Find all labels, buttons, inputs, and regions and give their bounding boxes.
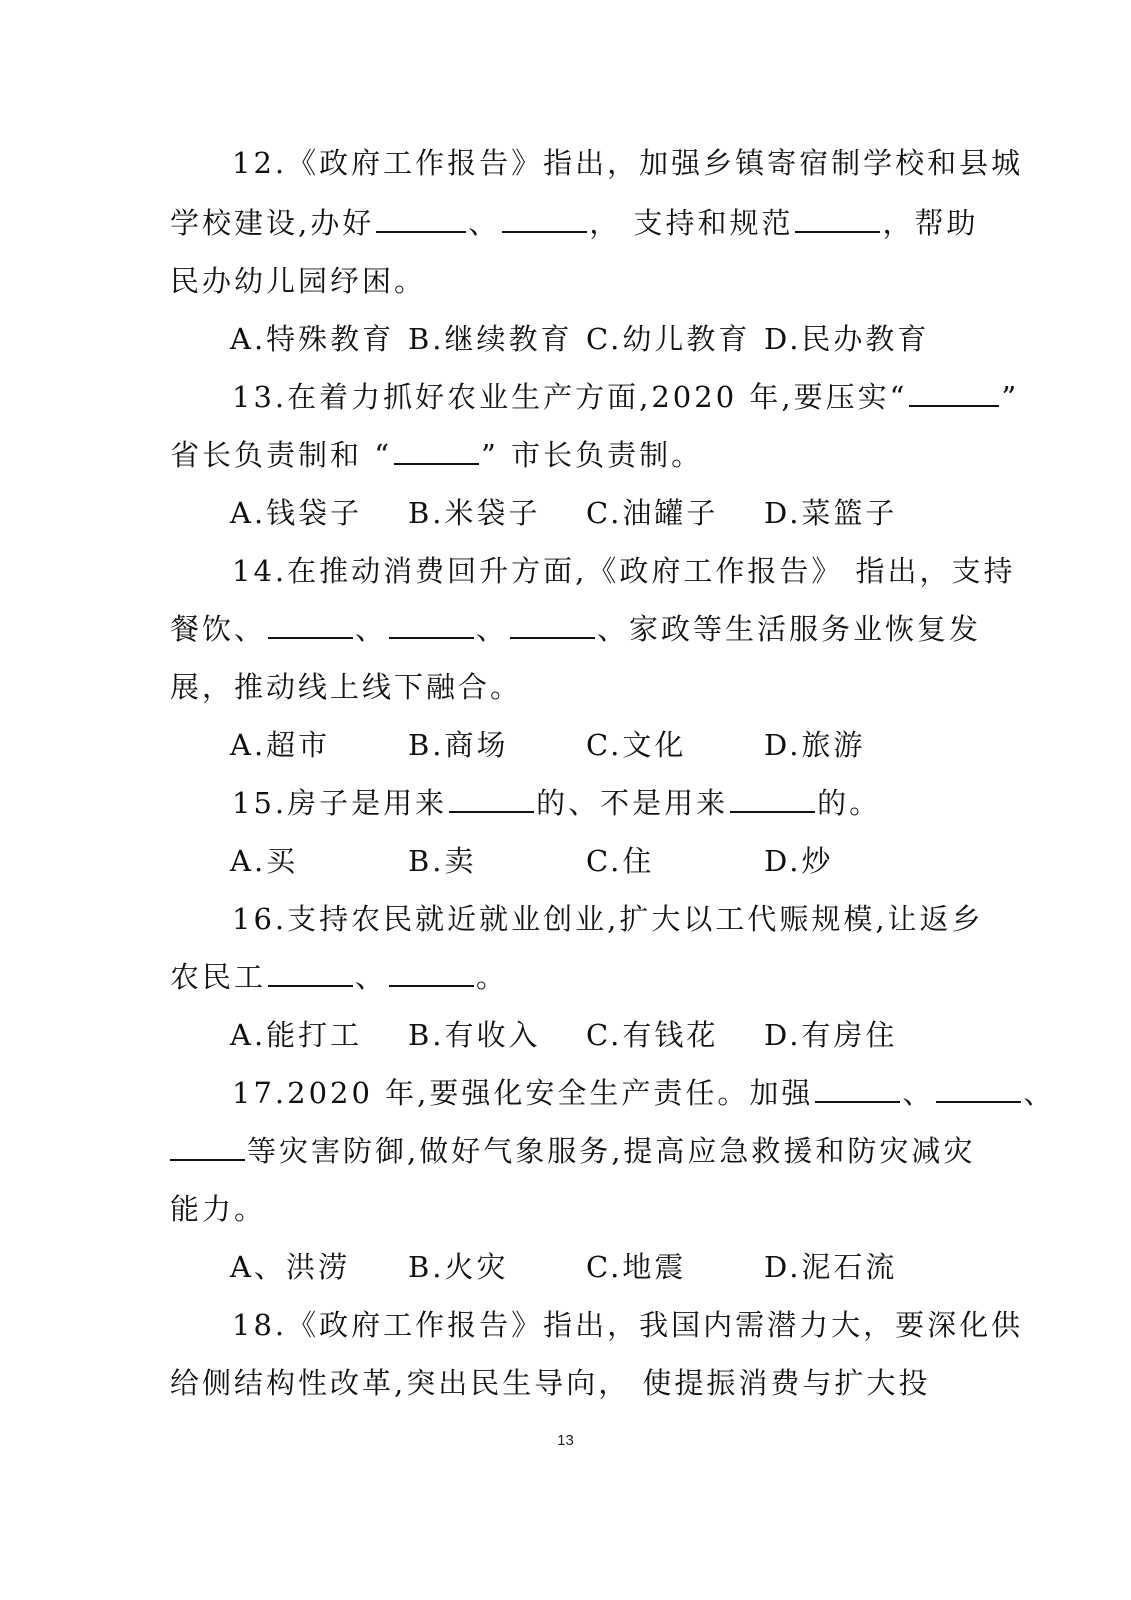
- q14-text: 、: [476, 612, 509, 646]
- answer-blank: [795, 205, 880, 233]
- q16-text: 农民工: [170, 960, 267, 994]
- q12-text: ， 支持和规范: [589, 206, 794, 240]
- q16-line-1: [232, 899, 984, 939]
- option-c: C.油罐子: [586, 496, 719, 530]
- answer-blank: [449, 785, 534, 813]
- q12-text: 学校建设,办好: [170, 206, 375, 240]
- q14-text: 、家政等生活服务业恢复发: [597, 612, 982, 646]
- option-d: D.旅游: [764, 728, 866, 762]
- option-b: B.卖: [408, 844, 477, 878]
- q16-text: 、: [355, 960, 388, 994]
- option-d: D.泥石流: [764, 1250, 898, 1284]
- q13-line-1: [232, 377, 1020, 417]
- option-b: B.米袋子: [408, 496, 541, 530]
- answer-blank: [394, 437, 479, 465]
- option-d: D.民办教育: [764, 322, 930, 356]
- q18-text: 给侧结构性改革,突出民生导向， 使提振消费与扩大投: [170, 1366, 931, 1400]
- q17-text: 等灾害防御,做好气象服务,提高应急救援和防灾减灾: [247, 1134, 976, 1168]
- q16-text: 。: [476, 960, 509, 994]
- answer-blank: [510, 611, 595, 639]
- q16-stem: 16.支持农民就近就业创业,扩大以工代赈规模,让返乡: [232, 902, 984, 936]
- answer-blank: [909, 379, 999, 407]
- option-d: D.有房住: [764, 1018, 898, 1052]
- option-b: B.继续教育: [408, 322, 573, 356]
- option-c: C.有钱花: [586, 1018, 719, 1052]
- answer-blank: [730, 785, 815, 813]
- q14-line-2: [170, 609, 982, 649]
- q17-text: 能力。: [170, 1192, 267, 1226]
- answer-blank: [389, 959, 474, 987]
- q13-text: ”: [1001, 380, 1020, 414]
- option-c: C.文化: [586, 728, 687, 762]
- q18-stem: 18.《政府工作报告》指出，我国内需潜力大，要深化供: [232, 1308, 1024, 1342]
- q17-text: 、: [902, 1076, 935, 1110]
- q15-options: [230, 841, 942, 881]
- q15-text: 15.房子是用来: [232, 786, 448, 820]
- q17-line-2: [170, 1131, 976, 1171]
- answer-blank: [502, 205, 587, 233]
- q12-text: 民办幼儿园纾困。: [170, 264, 427, 298]
- q13-line-2: [170, 435, 960, 475]
- q17-line-3: [170, 1189, 960, 1229]
- option-a: A.超市: [230, 728, 331, 762]
- option-b: B.商场: [408, 728, 509, 762]
- q13-options: [230, 493, 942, 533]
- q15-line-1: [232, 783, 962, 823]
- q13-text: 13.在着力抓好农业生产方面,2020 年,要压实“: [232, 380, 908, 414]
- q14-text: 展，推动线上线下融合。: [170, 670, 523, 704]
- option-d: D.菜篮子: [764, 496, 898, 530]
- option-a: A.特殊教育: [230, 322, 395, 356]
- answer-blank: [268, 959, 353, 987]
- q18-line-2: [170, 1363, 960, 1403]
- q12-text: 、: [468, 206, 501, 240]
- q13-text: ” 市长负责制。: [481, 438, 704, 472]
- option-a: A.能打工: [230, 1018, 363, 1052]
- answer-blank: [170, 1133, 245, 1161]
- q14-line-1: [232, 551, 1016, 591]
- option-c: C.地震: [586, 1250, 687, 1284]
- q15-text: 的、不是用来: [536, 786, 729, 820]
- option-a: A.买: [230, 844, 299, 878]
- answer-blank: [389, 611, 474, 639]
- answer-blank: [936, 1075, 1021, 1103]
- q16-line-2: [170, 957, 960, 997]
- q16-options: [230, 1015, 942, 1055]
- q15-text: 的。: [817, 786, 882, 820]
- q17-text: 17.2020 年,要强化安全生产责任。加强: [232, 1076, 814, 1110]
- answer-blank: [376, 205, 466, 233]
- q12-line-2: [170, 203, 979, 243]
- q13-text: 省长负责制和 “: [170, 438, 393, 472]
- q12-line-1: [232, 143, 1024, 183]
- q12-stem: 12.《政府工作报告》指出，加强乡镇寄宿制学校和县城: [232, 146, 1024, 180]
- q17-line-1: [232, 1073, 1056, 1113]
- q17-text: 、: [1023, 1076, 1056, 1110]
- q12-options: [230, 319, 942, 359]
- q14-text: 、: [355, 612, 388, 646]
- q14-options: [230, 725, 942, 765]
- q17-options: [230, 1247, 942, 1287]
- q12-text: ，帮助: [882, 206, 979, 240]
- option-c: C.住: [586, 844, 655, 878]
- option-a: A、洪涝: [230, 1250, 350, 1284]
- option-d: D.炒: [764, 844, 834, 878]
- q14-stem: 14.在推动消费回升方面,《政府工作报告》 指出，支持: [232, 554, 1016, 588]
- option-b: B.火灾: [408, 1250, 509, 1284]
- option-a: A.钱袋子: [230, 496, 363, 530]
- page-number: 13: [557, 1432, 574, 1449]
- q18-line-1: [232, 1305, 1024, 1345]
- q14-line-3: [170, 667, 960, 707]
- option-c: C.幼儿教育: [586, 322, 751, 356]
- option-b: B.有收入: [408, 1018, 541, 1052]
- answer-blank: [268, 611, 353, 639]
- q14-text: 餐饮、: [170, 612, 267, 646]
- answer-blank: [815, 1075, 900, 1103]
- q12-line-3: [170, 261, 960, 301]
